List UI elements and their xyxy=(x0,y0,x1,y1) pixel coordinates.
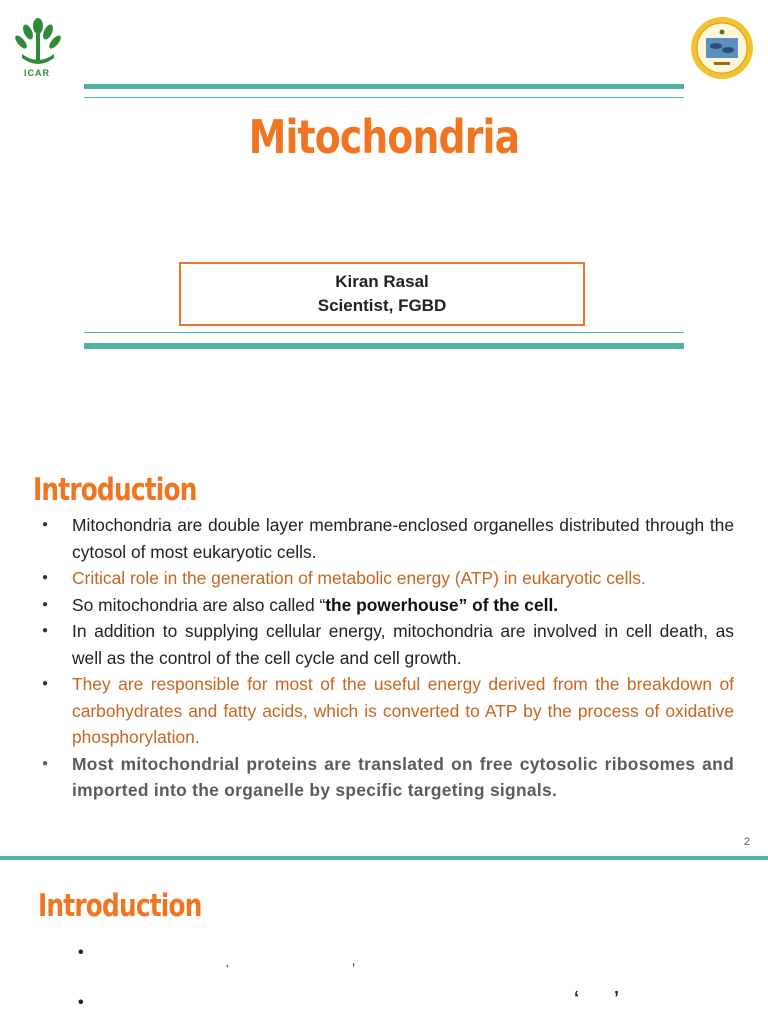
author-name: Kiran Rasal xyxy=(335,272,429,291)
list-item: ● In addition to supplying cellular energy, mitochondria are involved in cell death, as well as the control of the cell cycle and cell growth. xyxy=(40,618,734,671)
bottom-rule-thick xyxy=(84,343,684,349)
list-item xyxy=(40,592,734,619)
section-heading: Introduction xyxy=(33,472,197,508)
top-rule-thick xyxy=(84,84,684,89)
introduction-slide xyxy=(0,440,768,860)
author-box xyxy=(179,262,585,326)
list-item: ● They are responsible for most of the useful energy derived from the breakdown of carbohydrates and fatty acids, which is converted to ATP by the process of oxidative phosphorylation. xyxy=(40,671,734,751)
list-item-text: So mitochondria are also called “ xyxy=(72,594,326,615)
slide-title: Mitochondria xyxy=(248,110,520,164)
list-item: ● Mitochondria are double layer membrane-enclosed organelles distributed through the cytosol of most eukaryotic cells. xyxy=(40,512,734,565)
icar-logo-text: ICAR xyxy=(24,68,50,78)
bullet-dot: • xyxy=(78,994,84,1011)
top-rule-thin xyxy=(84,97,684,98)
institute-seal-logo xyxy=(690,16,754,80)
bullet-dot: • xyxy=(78,944,84,961)
icar-logo xyxy=(12,14,64,80)
bottom-rule-thin xyxy=(84,332,684,333)
slide-bottom-bar xyxy=(0,856,768,860)
bullet-list xyxy=(40,512,734,804)
list-item: ● Most mitochondrial proteins are translated on free cytosolic ribosomes and imported into the organelle by specific targeting signals. xyxy=(40,751,734,804)
quote-mark: ’ xyxy=(352,960,356,976)
author-role: Scientist, FGBD xyxy=(317,296,447,315)
quote-mark: ‘ xyxy=(574,988,580,1008)
list-item-bold-text: the powerhouse” of the cell. xyxy=(325,594,559,615)
quote-mark: ’ xyxy=(614,988,620,1008)
quote-mark: ‘ xyxy=(226,962,229,976)
list-item: ● Critical role in the generation of metabolic energy (ATP) in eukaryotic cells. xyxy=(40,565,734,592)
introduction-slide-partial xyxy=(0,864,768,1024)
section-heading: Introduction xyxy=(38,888,202,924)
page-number: 2 xyxy=(743,836,750,848)
title-slide xyxy=(0,0,768,440)
